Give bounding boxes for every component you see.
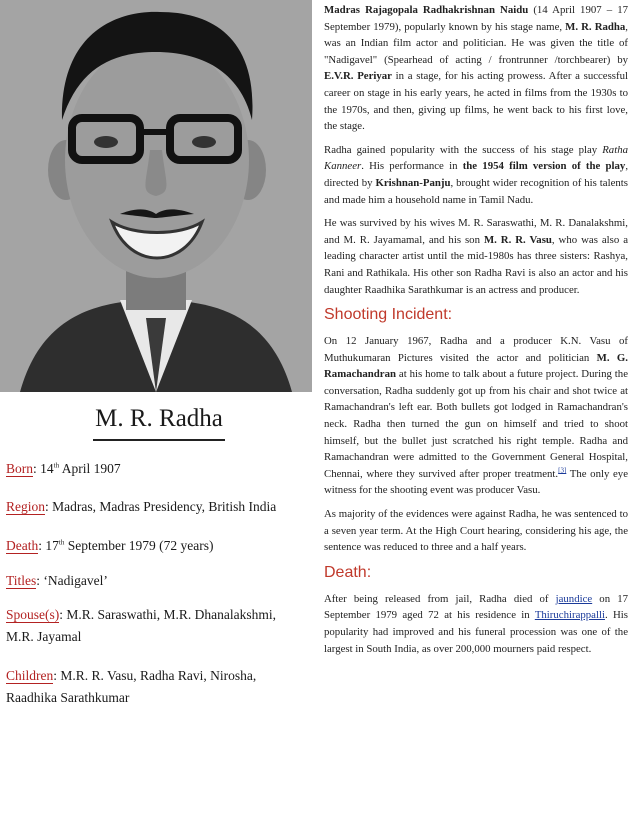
spouse-row <box>6 604 306 648</box>
biography-column <box>324 2 628 664</box>
born-sup: th <box>53 461 60 470</box>
bio-text: Radha gained popularity with the success of his stage play <box>324 143 603 156</box>
death-heading: Death: <box>324 563 372 581</box>
born-row <box>6 458 306 480</box>
bio-text: On 12 January 1967, Radha and a producer K.N. Vasu of Muthukumaran Pictures visited the actor and politician <box>324 335 628 364</box>
death-paragraph <box>324 591 628 657</box>
bio-paragraph-3 <box>324 215 628 298</box>
region-value: Madras, Madras Presidency, British India <box>48 499 277 514</box>
krishnan-panju-link[interactable]: Krishnan-Panju <box>375 176 451 189</box>
titles-value: ‘Nadigavel’ <box>40 573 108 588</box>
bio-paragraph-2 <box>324 142 628 208</box>
children-value: M.R. R. Vasu, Radha Ravi, Nirosha, Raadhika Sarathkumar <box>6 668 257 705</box>
titles-colon: : <box>36 573 41 588</box>
bio-text: , who was also a leading character artist until the mid-1980s has three sisters: Rashya, Rani and Rathikala. His other son <box>324 233 628 279</box>
stage-name: M. R. Radha <box>565 20 626 33</box>
death-row <box>6 535 306 557</box>
vasu-link[interactable]: M. R. R. Vasu <box>483 233 552 246</box>
bio-text: (14 April 1907 – 17 September 1979), popularly known by his stage name, <box>324 4 629 33</box>
person-name-heading: M. R. Radha <box>93 404 225 441</box>
periyar-link[interactable]: E.V.R. Periyar <box>324 70 392 83</box>
region-label: Region <box>6 499 45 514</box>
bio-text: is an actress and producer. <box>463 283 580 296</box>
born-colon: : <box>33 461 37 476</box>
bio-text: . His popularity had improved and his funeral procession was one of the largest in South India, as over 200,000 mourners paid respect. <box>324 609 628 655</box>
children-label: Children <box>6 668 54 683</box>
bio-paragraph-1 <box>324 2 628 135</box>
full-name: Madras Rajagopala Radhakrishnan Naidu <box>324 4 529 16</box>
born-label: Born <box>6 461 33 476</box>
mgr-link[interactable]: M. G. Ramachandran <box>324 351 628 381</box>
born-rest: April 1907 <box>59 461 121 476</box>
bio-text: . His performance in <box>361 160 463 173</box>
region-colon: : <box>45 499 49 514</box>
death-sup: th <box>58 538 65 547</box>
hospital-link[interactable]: Government General Hospital, Chennai <box>324 451 628 480</box>
bio-text: is also an actor and his daughter <box>324 266 628 296</box>
spouse-colon: : <box>59 607 64 622</box>
thiruchirappalli-link[interactable]: Thiruchirappalli <box>534 609 605 622</box>
play-title: Ratha Kanneer <box>324 143 628 173</box>
spouse-label: Spouse(s) <box>6 607 60 622</box>
bio-text: , brought wider recognition of his talents and made him a household name in Tamil Nadu. <box>324 176 628 206</box>
bio-text: in a stage, for his acting prowess. After a successful career on stage in his early years, he acted in films from the 1930s to the 1970s, and then, giving up films, he went back to his first love, the stage. <box>324 70 628 133</box>
shooting-paragraph-2: As majority of the evidences were against Radha, he was sentenced to a seven year term. At the High Court hearing, considering his age, the sentence was reduced to three and a half years. <box>324 508 628 554</box>
death-label: Death <box>6 538 39 553</box>
film-version-link[interactable]: the 1954 film version of the play <box>462 160 626 173</box>
titles-row <box>6 570 306 592</box>
death-colon: : <box>38 538 42 553</box>
shooting-incident-heading: Shooting Incident: <box>324 306 453 324</box>
raadhika-link[interactable]: Raadhika Sarathkumar <box>364 283 464 296</box>
spouse-value: M.R. Saraswathi, M.R. Dhanalakshmi, M.R. Jayamal <box>6 607 276 644</box>
titles-label: Titles <box>6 573 37 588</box>
children-row <box>6 665 306 709</box>
bio-text: , directed by <box>324 160 629 189</box>
reference-link[interactable]: [3] <box>558 466 567 475</box>
bio-text: , was an <box>324 20 628 50</box>
bio-text: After being released from jail, Radha died of <box>324 592 556 605</box>
jaundice-link[interactable]: jaundice <box>555 592 593 605</box>
portrait-photo <box>0 0 312 392</box>
born-day: 14 <box>40 461 54 476</box>
shooting-paragraph-1 <box>324 333 628 499</box>
bio-text: on 17 September 1979 aged 72 at his residence in <box>324 592 628 622</box>
region-row <box>6 496 306 518</box>
children-colon: : <box>53 668 58 683</box>
radha-ravi-link[interactable]: Radha Ravi <box>474 266 526 279</box>
bio-text: film actor and politician. He was given the title of "Nadigavel" (Spearhead of acting / frontrunner /torchbearer) by <box>324 37 628 66</box>
death-day: 17 <box>45 538 59 553</box>
death-rest: September 1979 (72 years) <box>64 538 214 553</box>
bio-text: The only eye witness for the shooting event was producer Vasu. <box>324 467 628 497</box>
bio-text: at his home to talk about a future project. During the conversation, Radha suddenly got up from his chair and shot twice at Ramachandran's left ear. Both bullets got lodged in Ramachandran's neck. Radha then turned the gun on himself and tried to shoot himself, but the bullet just scratched his right temple. Radha and Ramachandran were admitted to the <box>324 368 628 464</box>
bio-text: He was survived by his wives M. R. Saraswathi, M. R. Danalakshmi, and M. R. Jayamamal, and his son <box>324 217 628 246</box>
bio-text: , where they survived after proper treatment. <box>359 467 559 480</box>
indian-link[interactable]: Indian <box>360 37 389 50</box>
